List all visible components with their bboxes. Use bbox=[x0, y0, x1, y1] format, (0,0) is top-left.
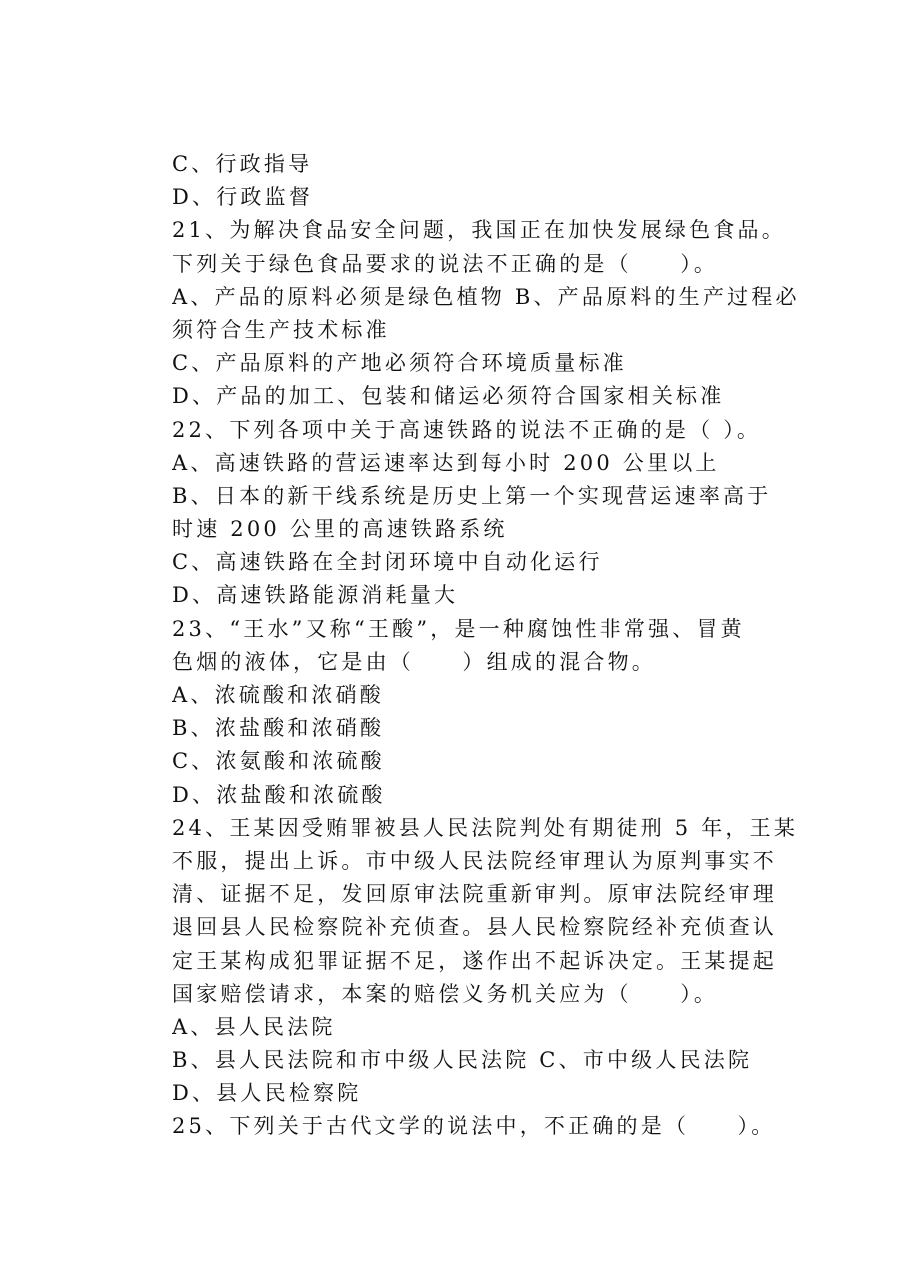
option-c-q20: C、行政指导 bbox=[172, 152, 313, 176]
option-d-q22: D、高速铁路能源消耗量大 bbox=[172, 583, 459, 608]
question-24-line-2: 不服，提出上诉。市中级人民法院经审理认为原判事实不 bbox=[172, 848, 777, 873]
option-a-q23: A、浓硫酸和浓硝酸 bbox=[172, 683, 384, 707]
question-23-line-2: 色烟的液体，它是由（ ）组成的混合物。 bbox=[172, 649, 656, 674]
question-24-line-6: 国家赔偿请求，本案的赔偿义务机关应为（ ）。 bbox=[172, 981, 719, 1006]
document-page bbox=[172, 148, 802, 1144]
option-d-q20: D、行政监督 bbox=[172, 185, 314, 210]
question-21-line-1: 21、为解决食品安全问题，我国正在加快发展绿色食品。 bbox=[172, 218, 786, 243]
question-21-line-2: 下列关于绿色食品要求的说法不正确的是（ ）。 bbox=[172, 251, 719, 276]
option-d-q21: D、产品的加工、包装和储运必须符合国家相关标准 bbox=[172, 384, 725, 409]
question-24-line-5: 定王某构成犯罪证据不足，遂作出不起诉决定。王某提起 bbox=[172, 948, 777, 973]
option-d-q24: D、县人民检察院 bbox=[172, 1081, 362, 1106]
option-a-b-q21-line-1: A、产品的原料必须是绿色植物 B、产品原料的生产过程必 bbox=[172, 284, 800, 309]
option-c-q23: C、浓氨酸和浓硫酸 bbox=[172, 749, 385, 774]
option-b-q22-line-1: B、日本的新干线系统是历史上第一个实现营运速率高于 bbox=[172, 483, 772, 508]
question-23-line-1: 23、“王水”又称“王酸”，是一种腐蚀性非常强、冒黄 bbox=[172, 616, 745, 641]
option-c-q21: C、产品原料的产地必须符合环境质量标准 bbox=[172, 351, 627, 376]
question-24-line-3: 清、证据不足，发回原审法院重新审判。原审法院经审理 bbox=[172, 882, 777, 907]
option-d-q23: D、浓盐酸和浓硫酸 bbox=[172, 782, 386, 807]
question-22: 22、下列各项中关于高速铁路的说法不正确的是（ ）。 bbox=[172, 417, 762, 442]
option-b-q23: B、浓盐酸和浓硝酸 bbox=[172, 716, 385, 741]
question-24-line-4: 退回县人民检察院补充侦查。县人民检察院经补充侦查认 bbox=[172, 915, 777, 940]
option-a-q22: A、高速铁路的营运速率达到每小时 200 公里以上 bbox=[172, 450, 720, 475]
option-a-q24: A、县人民法院 bbox=[172, 1014, 336, 1039]
question-25: 25、下列关于古代文学的说法中，不正确的是（ ）。 bbox=[172, 1114, 776, 1139]
option-b-c-q24: B、县人民法院和市中级人民法院 C、市中级人民法院 bbox=[172, 1048, 753, 1073]
option-a-b-q21-line-2: 须符合生产技术标准 bbox=[172, 317, 390, 342]
option-c-q22: C、高速铁路在全封闭环境中自动化运行 bbox=[172, 550, 603, 575]
option-b-q22-line-2: 时速 200 公里的高速铁路系统 bbox=[172, 517, 508, 542]
question-24-line-1: 24、王某因受贿罪被县人民法院判处有期徒刑 5 年，王某 bbox=[172, 815, 799, 840]
